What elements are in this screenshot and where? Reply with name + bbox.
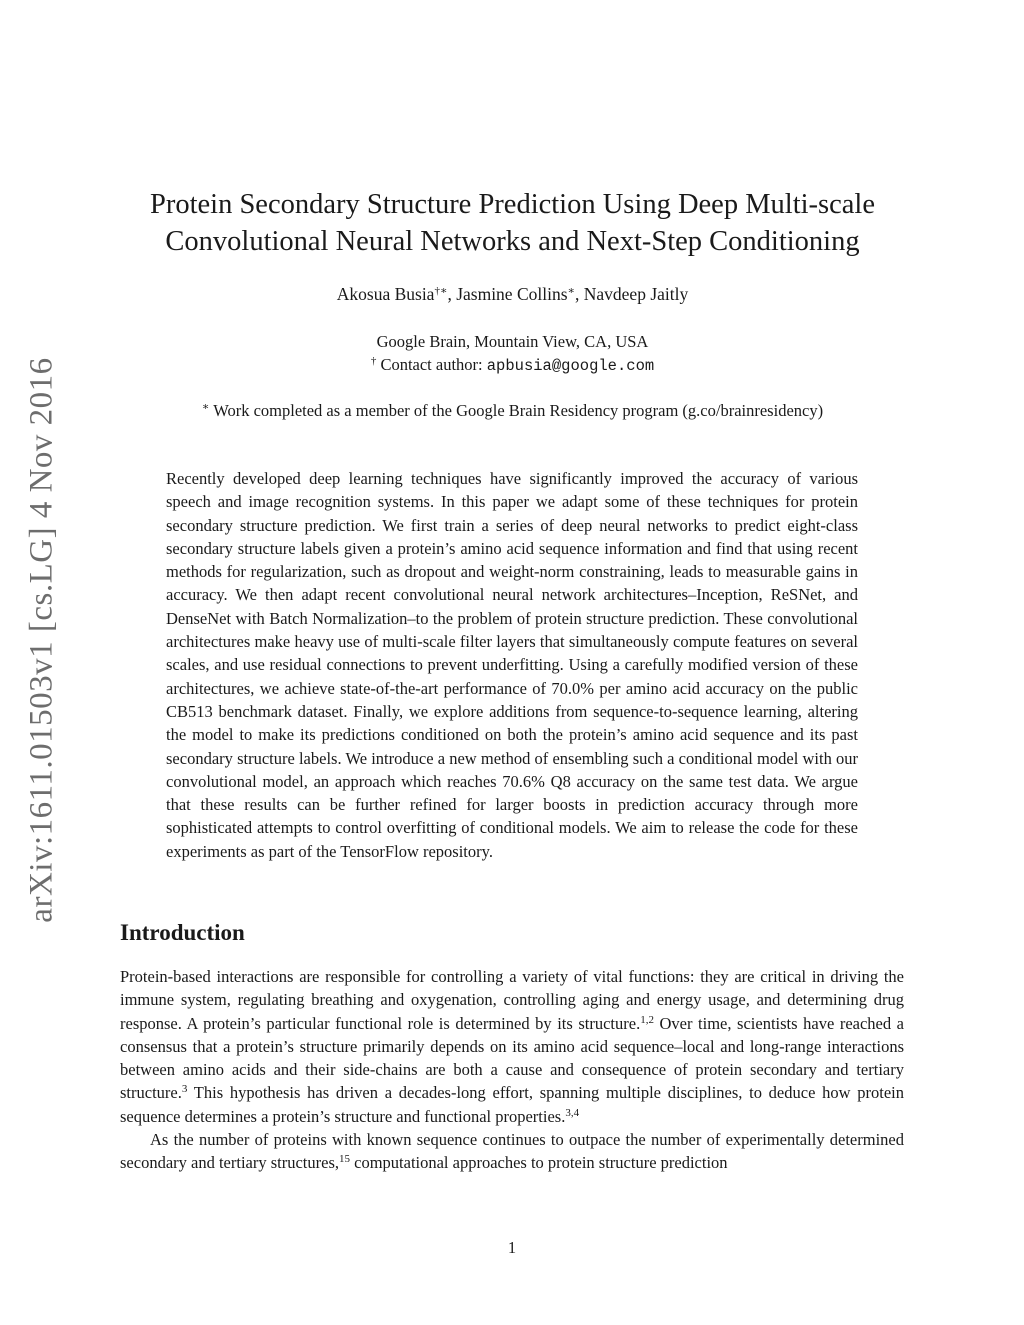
citation-3-4: 3,4 [565, 1106, 580, 1119]
contact-line [100, 353, 925, 378]
author-list [100, 282, 925, 306]
author-busia-marks: †∗ [434, 285, 448, 297]
paragraph-2 [120, 1128, 904, 1175]
residency-footnote [100, 399, 925, 422]
paragraph-2-part-2: computational approaches to protein structure prediction [350, 1153, 728, 1173]
paragraph-2-part-1: As the number of proteins with known sequence continues to outpace the number of experimentally determined secondary and tertiary structures, [120, 1130, 904, 1173]
paragraph-1 [120, 965, 904, 1128]
paragraph-1-part-2: Over time, scientists have reached a consensus that a protein’s structure primarily depends on its amino acid sequence–local and long-range interactions between amino acids and their side-chains are both a cause and consequence of protein secondary and tertiary structure. [120, 1013, 904, 1103]
arxiv-identifier-stamp: arXiv:1611.01503v1 [cs.LG] 4 Nov 2016 [23, 357, 60, 923]
citation-3: 3 [181, 1083, 188, 1096]
citation-15: 15 [339, 1153, 350, 1166]
title-line-2: Convolutional Neural Networks and Next-Step Conditioning [165, 226, 860, 257]
contact-label: Contact author: [376, 355, 487, 374]
paragraph-1-part-3: This hypothesis has driven a decades-long effort, spanning multiple disciplines, to deduce how protein sequence determines a protein’s structure and functional properties. [120, 1083, 904, 1126]
footnote-mark: ∗ [201, 401, 210, 413]
title-line-1: Protein Secondary Structure Prediction Using Deep Multi-scale [150, 189, 875, 220]
affiliation-org: Google Brain, Mountain View, CA, USA [376, 332, 649, 351]
affiliation-block [100, 330, 925, 378]
page-number: 1 [507, 1238, 517, 1257]
abstract: Recently developed deep learning techniques have significantly improved the accuracy of various speech and image recognition systems. In this paper we adapt some of these techniques for protein secondary structure prediction. We first train a series of deep neural networks to predict eight-class secondary structure labels given a protein’s amino acid sequence information and find that using recent methods for regularization, such as dropout and weight-norm constraining, leads to measurable gains in accuracy. We then adapt recent convolutional neural network architectures–Inception, ReSNet, and DenseNet with Batch Normalization–to the problem of protein structure prediction. These convolutional architectures make heavy use of multi-scale filter layers that simultaneously compute features on several scales, and use residual connections to prevent underfitting. Using a carefully modified version of these architectures, we achieve state-of-the-art performance of 70.0% per amino acid accuracy on the public CB513 benchmark dataset. Finally, we explore additions from sequence-to-sequence learning, altering the model to make its predictions conditioned on both the protein’s amino acid sequence and its past secondary structure labels. We introduce a new method of ensembling such a conditional model with our convolutional model, an approach which reaches 70.6% Q8 accuracy on the same test data. We argue that these results can be further refined for larger boosts in prediction accuracy through more sophisticated attempts to control overfitting of conditional models. We aim to release the code for these experiments as part of the TensorFlow repository. [166, 469, 858, 861]
author-collins: , Jasmine Collins [447, 284, 568, 304]
contact-mark: † [370, 355, 377, 367]
author-busia: Akosua Busia [336, 284, 435, 304]
paragraph-1-part-1: Protein-based interactions are responsible for controlling a variety of vital functions: they are critical in driving the immune system, regulating breathing and oxygenation, controlling aging and energy usage, and determining drug response. A protein’s particular functional role is determined by its structure. [120, 967, 904, 1033]
introduction-body [120, 965, 904, 1175]
citation-1-2: 1,2 [640, 1013, 654, 1026]
author-jaitly: , Navdeep Jaitly [575, 284, 689, 304]
paper-title [90, 186, 935, 260]
footnote-text: Work completed as a member of the Google Brain Residency program (g.co/brainresidency) [209, 401, 824, 420]
author-collins-mark: ∗ [567, 285, 575, 297]
section-heading-introduction: Introduction [120, 920, 245, 945]
contact-email: apbusia@google.com [486, 357, 655, 375]
